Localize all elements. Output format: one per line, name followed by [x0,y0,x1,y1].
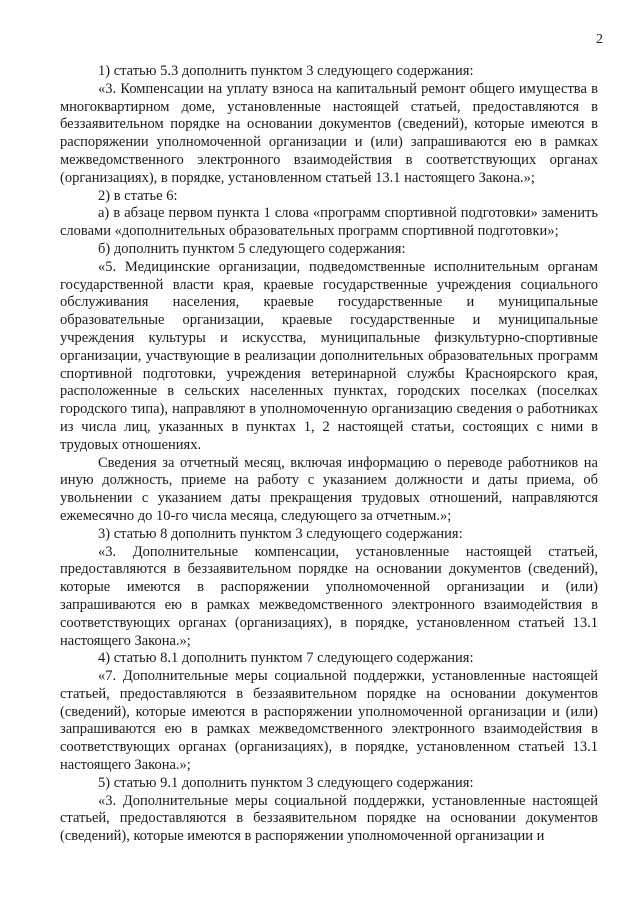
paragraph-article-6: 2) в статье 6: [98,187,178,204]
paragraph-article-6-b: б) дополнить пунктом 5 следующего содержания: [98,240,406,257]
paragraph-amend-article-5-3: 1) статью 5.3 дополнить пунктом 3 следующего содержания: [98,63,474,79]
document-body [60,63,598,846]
paragraph-amend-article-8: 3) статью 8 дополнить пунктом 3 следующего содержания: [98,525,463,542]
paragraph-article-6-a: а) в абзаце первом пункта 1 слова «программ спортивной подготовки» заменить словами «дополнительных образовательных программ спортивной подготовки»; [60,205,598,240]
page-number: 2 [596,32,603,47]
paragraph-support-measures-continued: «3. Дополнительные меры социальной поддержки, установленные настоящей статьей, предоставляются в беззаявительном порядке на основании документов (сведений), которые имеются в распоряжении уполномоченной организации и [60,792,598,845]
paragraph-amend-article-8-1: 4) статью 8.1 дополнить пунктом 7 следующего содержания: [98,650,474,667]
paragraph-compensation-capital-repair: «3. Компенсации на уплату взноса на капитальный ремонт общего имущества в многоквартирном доме, установленные настоящей статьей, предоставляются в беззаявительном порядке на основании документов (сведений), которые имеются в распоряжении уполномоченной организации и (или) запрашиваются ею в рамках межведомственного электронного взаимодействия в соответствующих органах (организациях), в порядке, установленном статьей 13.1 настоящего Закона.»; [60,80,598,186]
paragraph-medical-organizations: «5. Медицинские организации, подведомственные исполнительным органам государственной власти края, краевые государственные учреждения социального обслуживания населения, краевые государственные и муниципальные образовательные организации, краевые государственные и муниципальные учреждения культуры и искусства, муниципальные физкультурно-спортивные организации, участвующие в реализации дополнительных образовательных программ спортивной подготовки, учреждения ветеринарной службы Красноярского края, расположенные в сельских населенных пунктах, городских поселках (поселках городского типа), направляют в уполномоченную организацию сведения о работниках из числа лиц, указанных в пунктах 1, 2 настоящей статьи, состоящих с ними в трудовых отношениях. [60,258,598,453]
paragraph-additional-compensations: «3. Дополнительные компенсации, установленные настоящей статьей, предоставляются в беззаявительном порядке на основании документов (сведений), которые имеются в распоряжении уполномоченной организации и (или) запрашиваются ею в рамках межведомственного электронного взаимодействия в соответствующих органах (организациях), в порядке, установленном статьей 13.1 настоящего Закона.»; [60,543,598,649]
paragraph-amend-article-9-1: 5) статью 9.1 дополнить пунктом 3 следующего содержания: [98,774,474,791]
paragraph-additional-support-measures: «7. Дополнительные меры социальной поддержки, установленные настоящей статьей, предоставляются в беззаявительном порядке на основании документов (сведений), которые имеются в распоряжении уполномоченной организации и (или) запрашиваются ею в рамках межведомственного электронного взаимодействия в соответствующих органах (организациях), в порядке, установленном статьей 13.1 настоящего Закона.»; [60,668,598,774]
paragraph-monthly-reports: Сведения за отчетный месяц, включая информацию о переводе работников на иную должность, приеме на работу с указанием должности и даты приема, об увольнении с указанием даты прекращения трудовых отношений, направляются ежемесячно до 10-го числа месяца, следующего за отчетным.»; [60,454,598,524]
